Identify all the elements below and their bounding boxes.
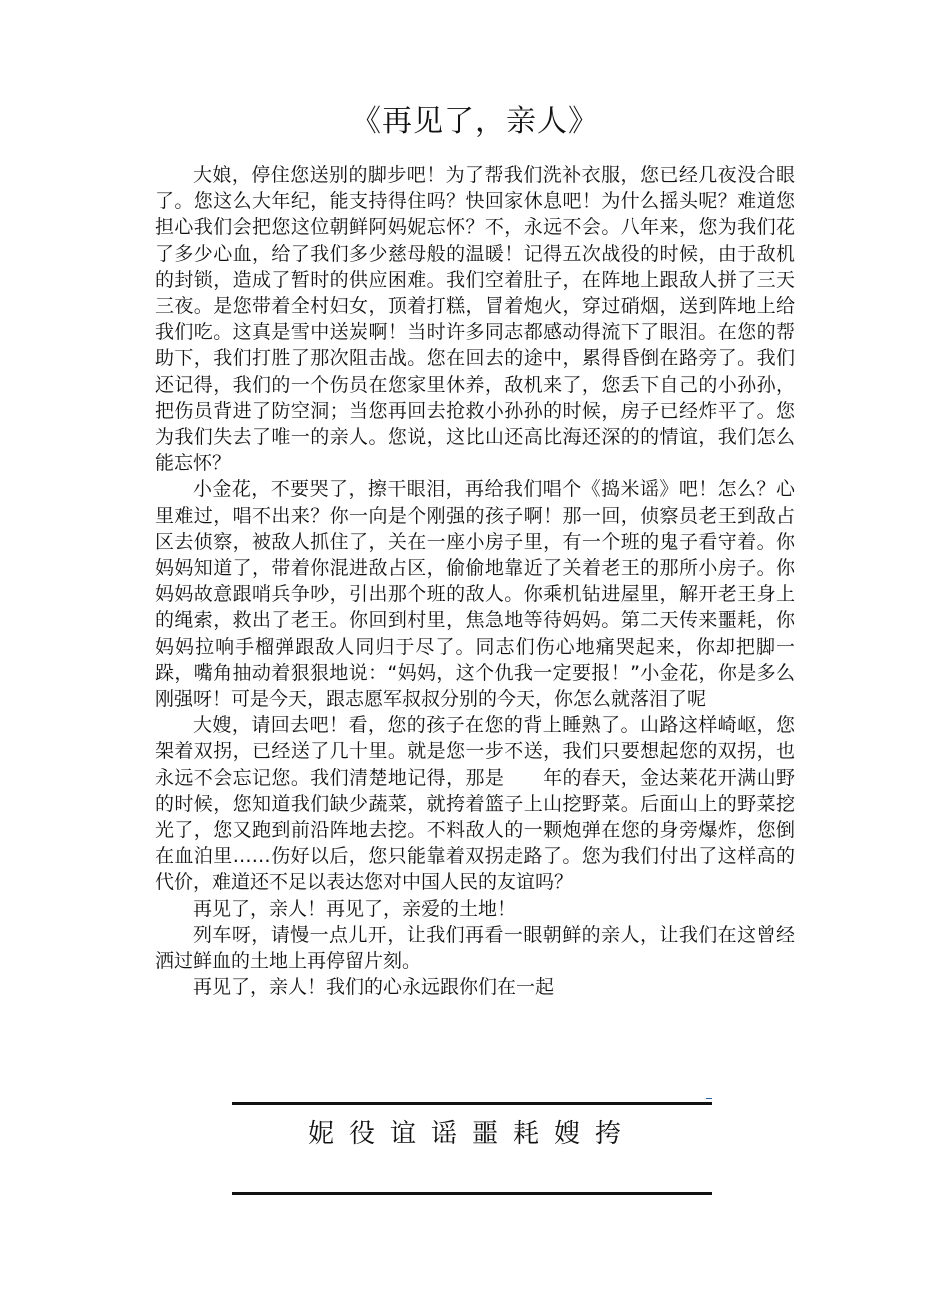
paragraph-xiao-jinhua: 小金花，不要哭了，擦干眼泪，再给我们唱个《捣米谣》吧！怎么？心里难过，唱不出来？你一向是个刚强的孩子啊！那一回，侦察员老王到敌占区去侦察，被敌人抓住了，关在一座小房子里，有一个班的鬼子看守着。你妈妈知道了，带着你混进敌占区，偷偷地靠近了关着老王的那所小房子。你妈妈故意跟哨兵争吵，引出那个班的敌人。你乘机钻进屋里，解开老王身上的绳索，救出了老王。你回到村里，焦急地等待妈妈。第二天传来噩耗，你妈妈拉响手榴弹跟敌人同归于尽了。同志们伤心地痛哭起来，你却把脚一跺，嘴角抽动着狠狠地说：“妈妈，这个仇我一定要报！”小金花，你是多么刚强呀！可是今天，跟志愿军叔叔分别的今天，你怎么就落泪了呢 (155, 478, 795, 711)
rule-accent-mark (706, 1098, 712, 1103)
vocab-bottom-rule (232, 1192, 712, 1195)
paragraph-sister-in-law: 大嫂，请回去吧！看，您的孩子在您的背上睡熟了。山路这样崎岖，您架着双拐，已经送了几十里。就是您一步不送，我们只要想起您的双拐，也永远不会忘记您。我们清楚地记得，那是 年的春天，金达莱花开满山野的时候，您知道我们缺少蔬菜，就挎着篮子上山挖野菜。后面山上的野菜挖光了，您又跑到前沿阵地去挖。不料敌人的一颗炮弹在您的身旁爆炸，您倒在血泊里……伤好以后，您只能靠着双拐走路了。您为我们付出了这样高的代价，难道还不足以表达您对中国人民的友谊吗？ (155, 714, 795, 894)
vocab-top-rule (232, 1102, 712, 1105)
paragraph-farewell-land: 再见了，亲人！再见了，亲爱的土地！ (193, 897, 517, 920)
article-body (155, 162, 795, 1001)
paragraph-train: 列车呀，请慢一点儿开，让我们再看一眼朝鲜的亲人，让我们在这曾经洒过鲜血的土地上再停留片刻。 (155, 923, 795, 973)
vocabulary-characters: 妮役谊谣噩耗嫂挎 (307, 1119, 636, 1149)
article-title: 《再见了，亲人》 (351, 104, 599, 139)
paragraph-closing: 再见了，亲人！我们的心永远跟你们在一起 (193, 976, 555, 999)
paragraph-grandmother: 大娘，停住您送别的脚步吧！为了帮我们洗补衣服，您已经几夜没合眼了。您这么大年纪，能支持得住吗？快回家休息吧！为什么摇头呢？难道您担心我们会把您这位朝鲜阿妈妮忘怀？不，永远不会。八年来，您为我们花了多少心血，给了我们多少慈母般的温暖！记得五次战役的时候，由于敌机的封锁，造成了暂时的供应困难。我们空着肚子，在阵地上跟敌人拼了三天三夜。是您带着全村妇女，顶着打糕，冒着炮火，穿过硝烟，送到阵地上给我们吃。这真是雪中送炭啊！当时许多同志都感动得流下了眼泪。在您的帮助下，我们打胜了那次阻击战。您在回去的途中，累得昏倒在路旁了。我们还记得，我们的一个伤员在您家里休养，敌机来了，您丢下自己的小孙孙，把伤员背进了防空洞；当您再回去抢救小孙孙的时候，房子已经炸平了。您为我们失去了唯一的亲人。您说，这比山还高比海还深的的情谊，我们怎么能忘怀？ (155, 164, 795, 475)
